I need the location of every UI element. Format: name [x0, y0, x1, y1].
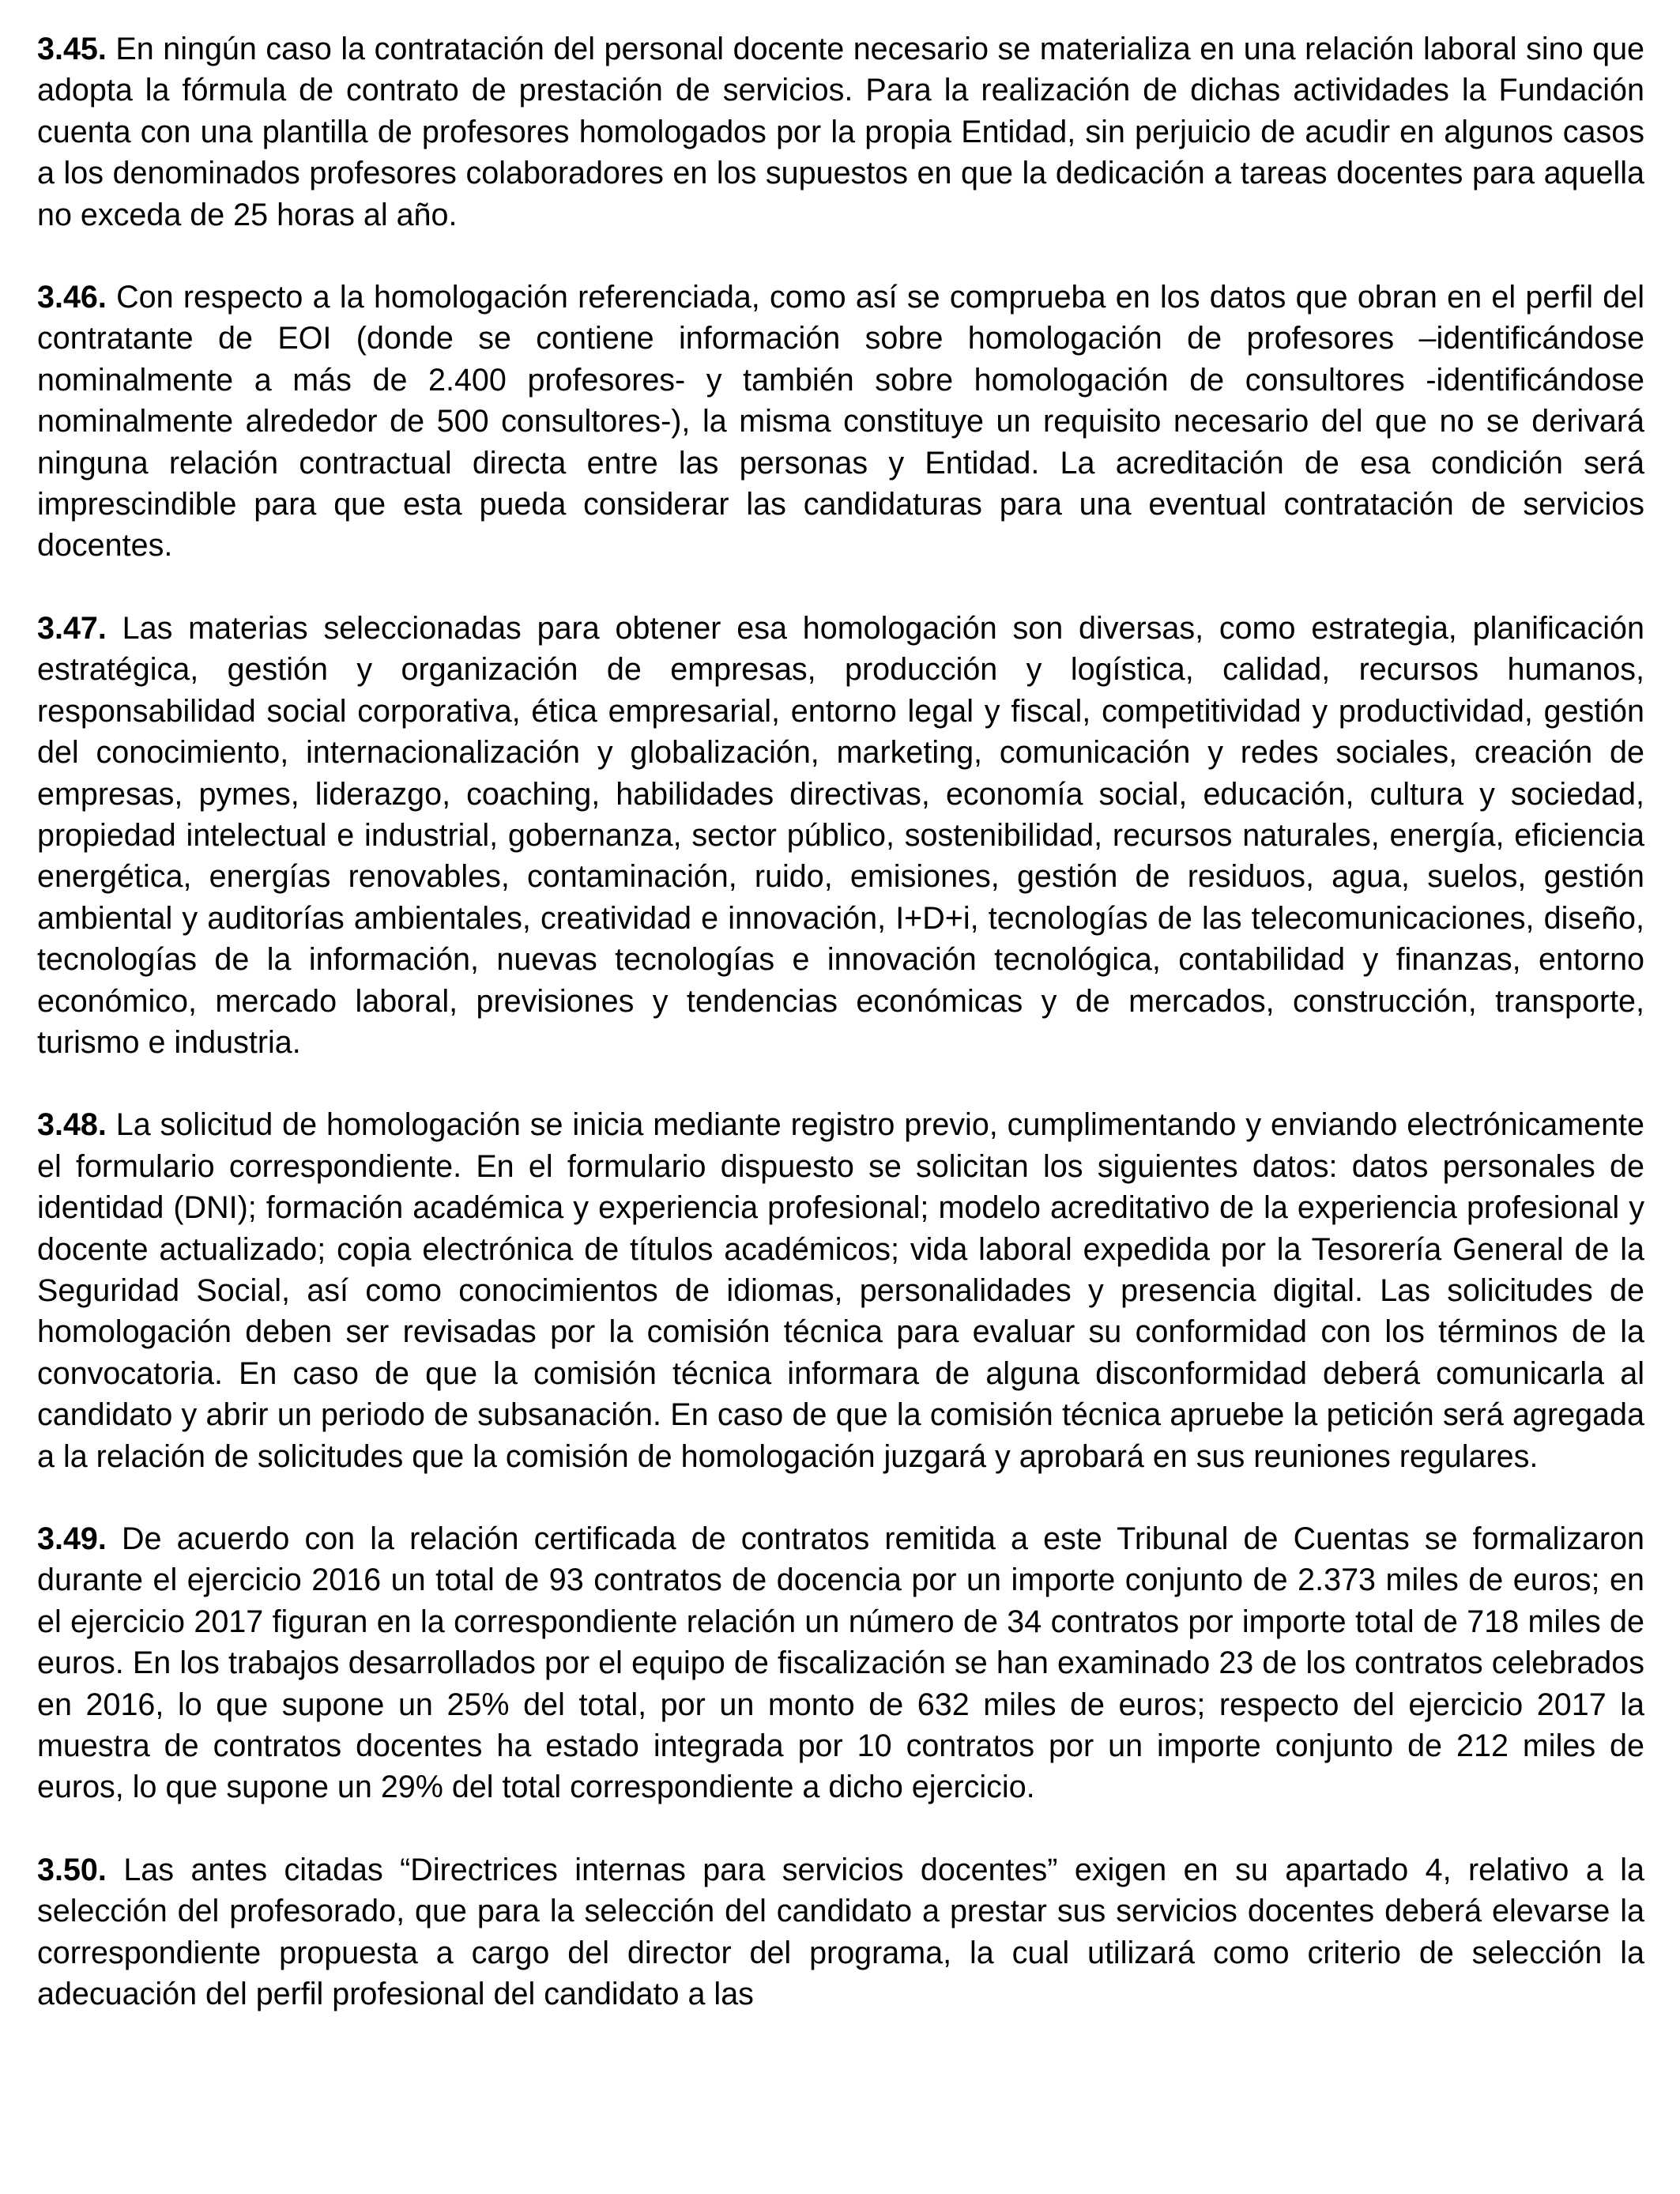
paragraph-3-48: [37, 1104, 1644, 1477]
paragraph-text: Las antes citadas “Directrices internas para servicios docentes” exigen en su apartado 4, relativo a la selección del profesorado, que para la selección del candidato a prestar sus servicios docentes deberá elevarse la correspondiente propuesta a cargo del director del programa, la cual utilizará como criterio de selección la adecuación del perfil profesional del candidato a las: [37, 1852, 1644, 2012]
paragraph-3-45: [37, 28, 1644, 236]
paragraph-number: 3.49.: [37, 1521, 107, 1556]
paragraph-3-50: [37, 1849, 1644, 2015]
paragraph-3-47: [37, 608, 1644, 1063]
paragraph-number: 3.46.: [37, 280, 107, 315]
paragraph-number: 3.48.: [37, 1107, 107, 1143]
paragraph-text: La solicitud de homologación se inicia mediante registro previo, cumplimentando y enviando electrónicamente el formulario correspondiente. En el formulario dispuesto se solicitan los siguientes datos: datos personales de identidad (DNI); formación académica y experiencia profesional; modelo acreditativo de la experiencia profesional y docente actualizado; copia electrónica de títulos académicos; vida laboral expedida por la Tesorería General de la Seguridad Social, así como conocimientos de idiomas, personalidades y presencia digital. Las solicitudes de homologación deben ser revisadas por la comisión técnica para evaluar su conformidad con los términos de la convocatoria. En caso de que la comisión técnica informara de alguna disconformidad deberá comunicarla al candidato y abrir un periodo de subsanación. En caso de que la comisión técnica apruebe la petición será agregada a la relación de solicitudes que la comisión de homologación juzgará y aprobará en sus reuniones regulares.: [37, 1107, 1644, 1474]
paragraph-3-46: [37, 277, 1644, 567]
paragraph-text: Con respecto a la homologación referenciada, como así se comprueba en los datos que obran en el perfil del contratante de EOI (donde se contiene información sobre homologación de profesores –identificándose nominalmente a más de 2.400 profesores- y también sobre homologación de consultores -identificándose nominalmente alrededor de 500 consultores-), la misma constituye un requisito necesario del que no se derivará ninguna relación contractual directa entre las personas y Entidad. La acreditación de esa condición será imprescindible para que esta pueda considerar las candidaturas para una eventual contratación de servicios docentes.: [37, 280, 1644, 564]
paragraph-number: 3.47.: [37, 610, 107, 646]
document-page: [37, 28, 1644, 2056]
paragraph-text: En ningún caso la contratación del personal docente necesario se materializa en una relación laboral sino que adopta la fórmula de contrato de prestación de servicios. Para la realización de dichas actividades la Fundación cuenta con una plantilla de profesores homologados por la propia Entidad, sin perjuicio de acudir en algunos casos a los denominados profesores colaboradores en los supuestos en que la dedicación a tareas docentes para aquella no exceda de 25 horas al año.: [37, 32, 1644, 232]
paragraph-text: De acuerdo con la relación certificada de contratos remitida a este Tribunal de Cuentas se formalizaron durante el ejercicio 2016 un total de 93 contratos de docencia por un importe conjunto de 2.373 miles de euros; en el ejercicio 2017 figuran en la correspondiente relación un número de 34 contratos por importe total de 718 miles de euros. En los trabajos desarrollados por el equipo de fiscalización se han examinado 23 de los contratos celebrados en 2016, lo que supone un 25% del total, por un monto de 632 miles de euros; respecto del ejercicio 2017 la muestra de contratos docentes ha estado integrada por 10 contratos por un importe conjunto de 212 miles de euros, lo que supone un 29% del total correspondiente a dicho ejercicio.: [37, 1521, 1644, 1805]
paragraph-number: 3.50.: [37, 1852, 107, 1887]
paragraph-text: Las materias seleccionadas para obtener esa homologación son diversas, como estrategia, planificación estratégica, gestión y organización de empresas, producción y logística, calidad, recursos humanos, responsabilidad social corporativa, ética empresarial, entorno legal y fiscal, competitividad y productividad, gestión del conocimiento, internacionalización y globalización, marketing, comunicación y redes sociales, creación de empresas, pymes, liderazgo, coaching, habilidades directivas, economía social, educación, cultura y sociedad, propiedad intelectual e industrial, gobernanza, sector público, sostenibilidad, recursos naturales, energía, eficiencia energética, energías renovables, contaminación, ruido, emisiones, gestión de residuos, agua, suelos, gestión ambiental y auditorías ambientales, creatividad e innovación, I+D+i, tecnologías de las telecomunicaciones, diseño, tecnologías de la información, nuevas tecnologías e innovación tecnológica, contabilidad y finanzas, entorno económico, mercado laboral, previsiones y tendencias económicas y de mercados, construcción, transporte, turismo e industria.: [37, 610, 1644, 1060]
paragraph-number: 3.45.: [37, 32, 107, 66]
paragraph-3-49: [37, 1518, 1644, 1808]
